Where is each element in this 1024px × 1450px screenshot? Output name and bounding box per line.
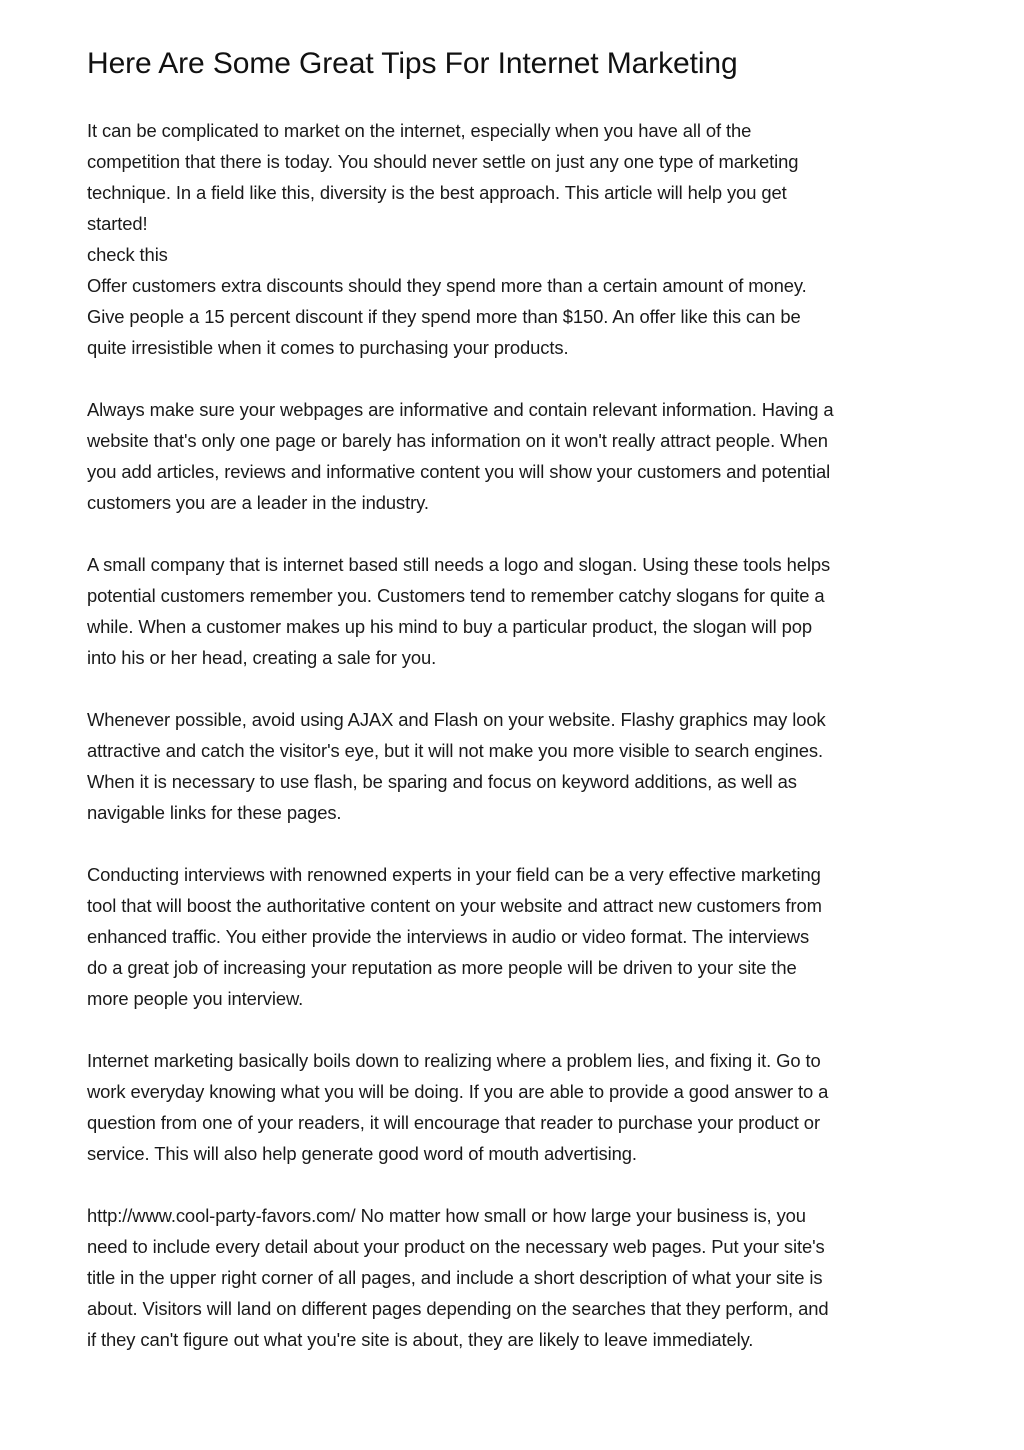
text-line: http://www.cool-party-favors.com/ No matter how small or how large your business is, you	[87, 1205, 806, 1226]
text-line: Internet marketing basically boils down to realizing where a problem lies, and fixing it. Go to	[87, 1050, 821, 1071]
text-line: Whenever possible, avoid using AJAX and Flash on your website. Flashy graphics may look	[87, 709, 826, 730]
document-page	[87, 42, 947, 1355]
text-line: It can be complicated to market on the internet, especially when you have all of the	[87, 120, 752, 141]
text-line: if they can't figure out what you're site is about, they are likely to leave immediately.	[87, 1329, 754, 1350]
text-line: service. This will also help generate good word of mouth advertising.	[87, 1143, 637, 1164]
text-line: tool that will boost the authoritative content on your website and attract new customers from	[87, 895, 822, 916]
text-line: When it is necessary to use flash, be sparing and focus on keyword additions, as well as	[87, 771, 797, 792]
text-line: A small company that is internet based still needs a logo and slogan. Using these tools helps	[87, 554, 831, 575]
text-line: customers you are a leader in the industry.	[87, 492, 429, 513]
text-line: about. Visitors will land on different pages depending on the searches that they perform, and	[87, 1298, 829, 1319]
document-body	[87, 115, 947, 1355]
text-line: quite irresistible when it comes to purchasing your products.	[87, 337, 569, 358]
paragraph	[87, 1045, 947, 1169]
text-line: competition that there is today. You should never settle on just any one type of marketing	[87, 151, 799, 172]
text-line: potential customers remember you. Customers tend to remember catchy slogans for quite a	[87, 585, 825, 606]
text-line: title in the upper right corner of all pages, and include a short description of what your site is	[87, 1267, 823, 1288]
text-line: need to include every detail about your product on the necessary web pages. Put your site's	[87, 1236, 825, 1257]
text-line: started!	[87, 213, 148, 234]
paragraph	[87, 704, 947, 828]
paragraph	[87, 115, 947, 363]
text-line: website that's only one page or barely has information on it won't really attract people. When	[87, 430, 828, 451]
text-line: do a great job of increasing your reputation as more people will be driven to your site the	[87, 957, 797, 978]
text-line: you add articles, reviews and informative content you will show your customers and potential	[87, 461, 831, 482]
paragraph	[87, 1200, 947, 1355]
text-line: Always make sure your webpages are informative and contain relevant information. Having a	[87, 399, 834, 420]
paragraph	[87, 549, 947, 673]
text-line: while. When a customer makes up his mind to buy a particular product, the slogan will pop	[87, 616, 813, 637]
text-line: Give people a 15 percent discount if they spend more than $150. An offer like this can be	[87, 306, 801, 327]
text-line: navigable links for these pages.	[87, 802, 342, 823]
text-line: more people you interview.	[87, 988, 304, 1009]
text-line: question from one of your readers, it will encourage that reader to purchase your product or	[87, 1112, 820, 1133]
text-line: Offer customers extra discounts should they spend more than a certain amount of money.	[87, 275, 807, 296]
text-line: enhanced traffic. You either provide the interviews in audio or video format. The interviews	[87, 926, 810, 947]
paragraph	[87, 859, 947, 1014]
paragraph	[87, 394, 947, 518]
text-line: into his or her head, creating a sale for you.	[87, 647, 437, 668]
text-line: technique. In a field like this, diversity is the best approach. This article will help you get	[87, 182, 787, 203]
document-title: Here Are Some Great Tips For Internet Marketing	[87, 47, 738, 80]
text-line: check this	[87, 244, 168, 265]
text-line: Conducting interviews with renowned experts in your field can be a very effective marketing	[87, 864, 821, 885]
text-line: work everyday knowing what you will be doing. If you are able to provide a good answer to a	[87, 1081, 829, 1102]
text-line: attractive and catch the visitor's eye, but it will not make you more visible to search engines.	[87, 740, 824, 761]
